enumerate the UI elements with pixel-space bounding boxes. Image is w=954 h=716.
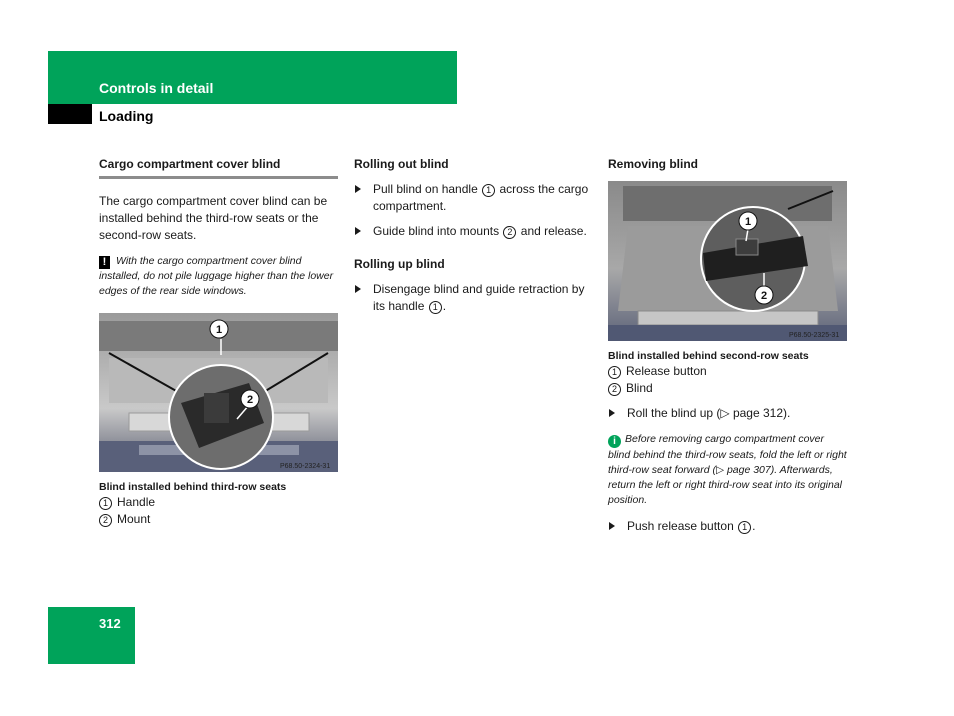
legend-number: 1 — [99, 497, 112, 510]
rolling-out-heading: Rolling out blind — [354, 157, 449, 171]
photo-second-row-blind — [608, 181, 847, 341]
step-text: Pull blind on handle — [373, 182, 478, 196]
legend-number: 1 — [608, 366, 621, 379]
ref-number: 1 — [429, 301, 442, 314]
image-code-1: P68.50-2324-31 — [280, 463, 331, 470]
step-text: . — [752, 519, 756, 533]
bullet-arrow-icon — [609, 409, 615, 417]
step-text: across the cargo compartment. — [373, 182, 589, 213]
ref-number: 1 — [482, 184, 495, 197]
cargo-cover-intro: The cargo compartment cover blind can be installed behind the third-row seats or the second-row seats. — [99, 194, 328, 242]
svg-text:2: 2 — [760, 290, 768, 302]
step-text: . — [442, 299, 447, 313]
caption-second-row: Blind installed behind second-row seats — [608, 350, 809, 362]
legend-item-mount — [99, 511, 338, 528]
legend-number: 2 — [99, 514, 112, 527]
subsection-marker — [48, 104, 92, 124]
legend-item-handle — [99, 494, 338, 511]
step-guide-blind — [354, 223, 593, 240]
warning-icon: ! — [99, 256, 110, 269]
header-band — [48, 51, 457, 104]
step-text: and release. — [520, 224, 587, 238]
bullet-arrow-icon — [355, 285, 361, 293]
column-rolling — [354, 156, 593, 315]
ref-number: 2 — [503, 226, 516, 239]
legend-label: Handle — [117, 495, 156, 509]
step-pull-blind — [354, 181, 593, 215]
page-number-box — [48, 607, 135, 664]
cargo-cover-heading: Cargo compartment cover blind — [99, 156, 338, 179]
step-disengage-blind — [354, 281, 593, 315]
section-title: Controls in detail — [99, 80, 214, 96]
legend-label: Release button — [626, 364, 707, 378]
step-push-release — [608, 518, 847, 535]
bullet-arrow-icon — [609, 522, 615, 530]
warning-text: With the cargo compartment cover blind installed, do not pile luggage higher than the lower edges of the rear side windows. — [99, 255, 334, 297]
ref-number: 1 — [738, 521, 751, 534]
photo-third-row-blind — [99, 313, 338, 472]
info-text: Before removing cargo compartment cover blind behind the third-row seats, fold the left or right third-row seat forward (▷ page 307). Afterwards, return the left or right third-row seat into its original position. — [608, 433, 847, 506]
legend-number: 2 — [608, 383, 621, 396]
step-text: Roll the blind up (▷ page 312). — [627, 406, 791, 420]
step-roll-up — [608, 405, 847, 422]
step-text: Push release button — [627, 519, 734, 533]
bullet-arrow-icon — [355, 185, 361, 193]
info-icon: i — [608, 435, 621, 448]
svg-text:1: 1 — [215, 324, 223, 336]
rolling-up-heading: Rolling up blind — [354, 257, 445, 271]
step-text: Disengage blind and guide retraction by its handle — [373, 282, 585, 313]
svg-text:1: 1 — [744, 216, 752, 228]
svg-text:2: 2 — [246, 394, 254, 406]
column-removing — [608, 156, 847, 535]
step-text: Guide blind into mounts — [373, 224, 500, 238]
info-note — [608, 432, 847, 508]
column-cargo-cover — [99, 156, 338, 528]
bullet-arrow-icon — [355, 227, 361, 235]
caption-third-row: Blind installed behind third-row seats — [99, 481, 287, 493]
legend-label: Blind — [626, 381, 653, 395]
legend-label: Mount — [117, 512, 151, 526]
legend-item-blind — [608, 380, 847, 397]
page-number: 312 — [99, 616, 121, 631]
warning-note — [99, 254, 338, 299]
legend-item-release-button — [608, 363, 847, 380]
removing-heading: Removing blind — [608, 157, 698, 171]
image-code-2: P68.50-2325-31 — [789, 332, 840, 339]
subsection-title: Loading — [99, 108, 154, 124]
